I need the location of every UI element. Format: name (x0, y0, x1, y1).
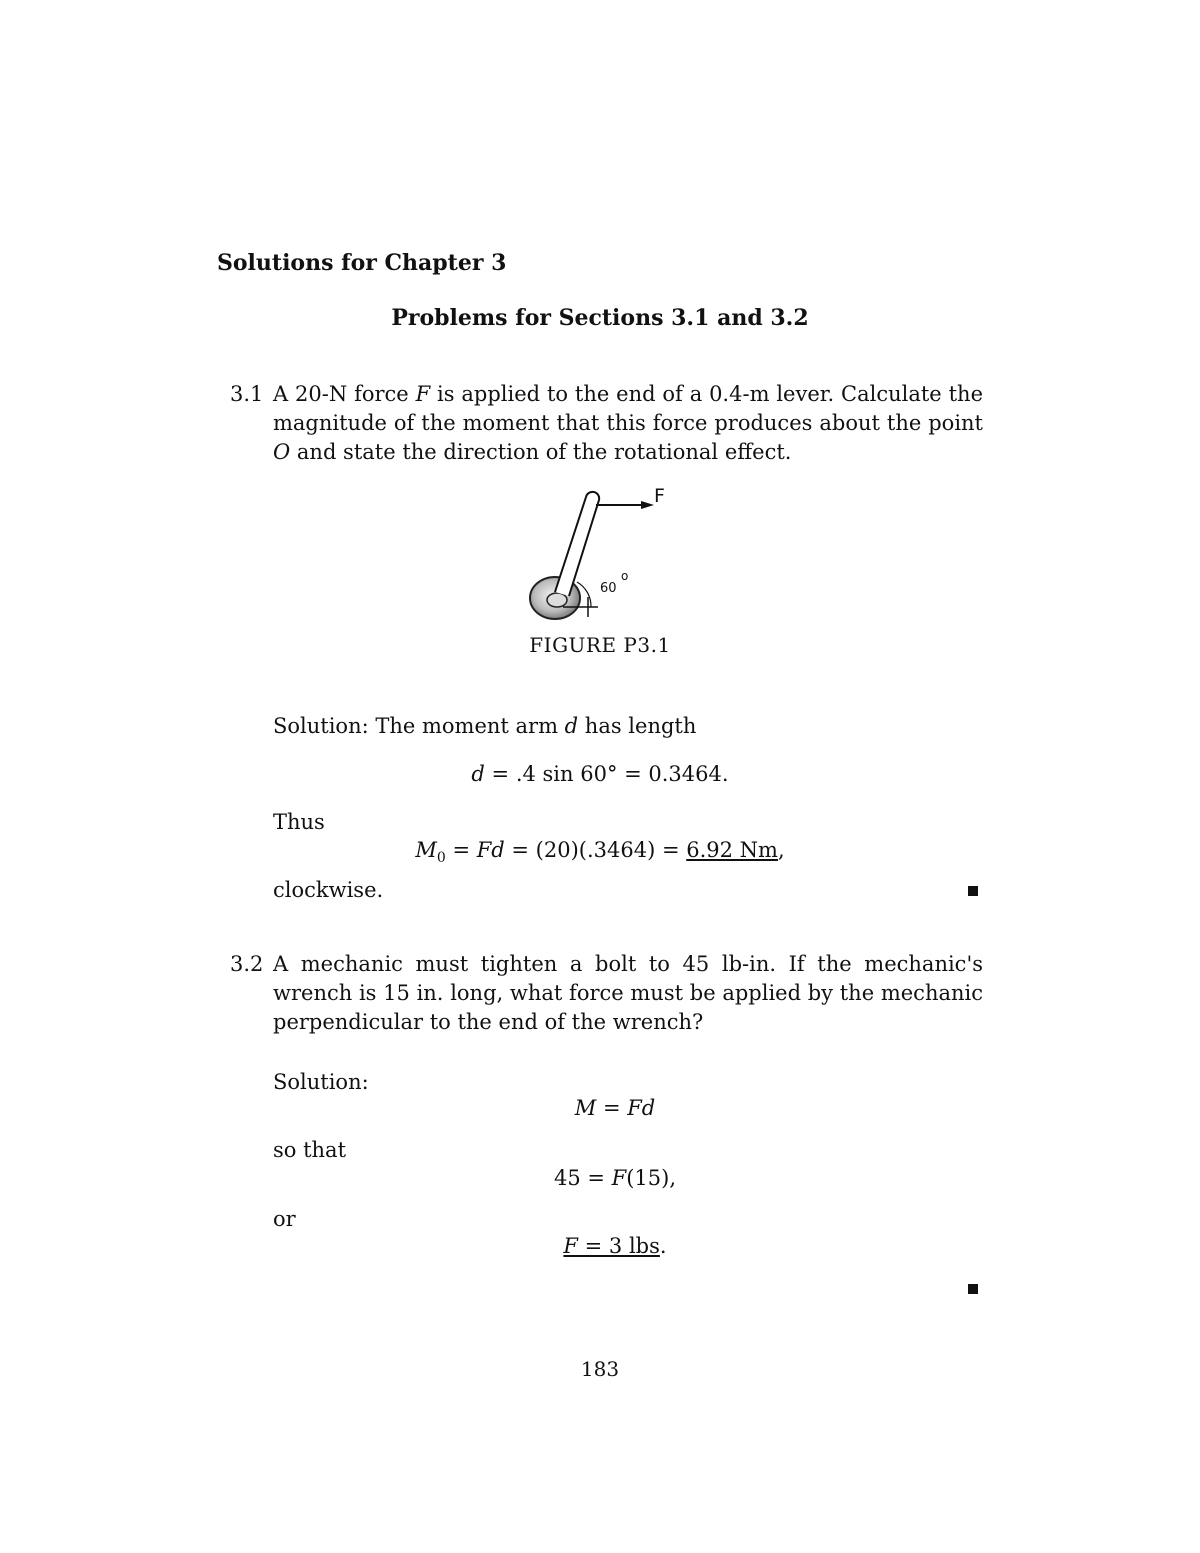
lever-figure (520, 480, 690, 625)
equation-moment-arm: d = .4 sin 60° = 0.3464. (471, 762, 729, 786)
problem-number: 3.2 (230, 952, 264, 976)
equation-moment-definition: M = Fd (574, 1096, 656, 1120)
thus-label: Thus (273, 810, 325, 834)
problem-number: 3.1 (230, 382, 264, 406)
solution-intro: Solution: The moment arm d has length (273, 714, 697, 738)
equation-result: F = 3 lbs. (563, 1234, 667, 1258)
angle-label: 60 (600, 581, 617, 596)
so-that-label: so that (273, 1138, 347, 1162)
force-label: F (654, 485, 665, 507)
pivot-hole (547, 593, 567, 607)
degree-symbol: o (621, 569, 629, 583)
figure-caption: FIGURE P3.1 (529, 633, 671, 657)
page-number: 183 (580, 1357, 620, 1381)
equation-substitution: 45 = F(15), (553, 1166, 677, 1190)
section-title: Problems for Sections 3.1 and 3.2 (391, 305, 809, 331)
problem-statement: A mechanic must tighten a bolt to 45 lb-in. If the mechanic's wrench is 15 in. long, what force must be applied by the mechanic perpendicular to the end of the wrench? (273, 952, 983, 1034)
end-of-proof-mark (968, 1284, 978, 1294)
lever-arm (555, 492, 599, 596)
problem-statement: A 20-N force F is applied to the end of a 0.4-m lever. Calculate the magnitude of the moment that this force produces about the point O and state the direction of the rotational effect. (273, 382, 983, 464)
equation-moment: $M_0 = Fd = (20)(.3464) = 6.92$ Nm, (415, 838, 785, 867)
solution-label: Solution: (273, 1070, 369, 1094)
chapter-title: Solutions for Chapter 3 (217, 250, 507, 276)
end-of-proof-mark (968, 886, 978, 896)
direction-text: clockwise. (273, 878, 384, 902)
force-arrowhead (641, 501, 654, 509)
or-label: or (273, 1207, 296, 1231)
